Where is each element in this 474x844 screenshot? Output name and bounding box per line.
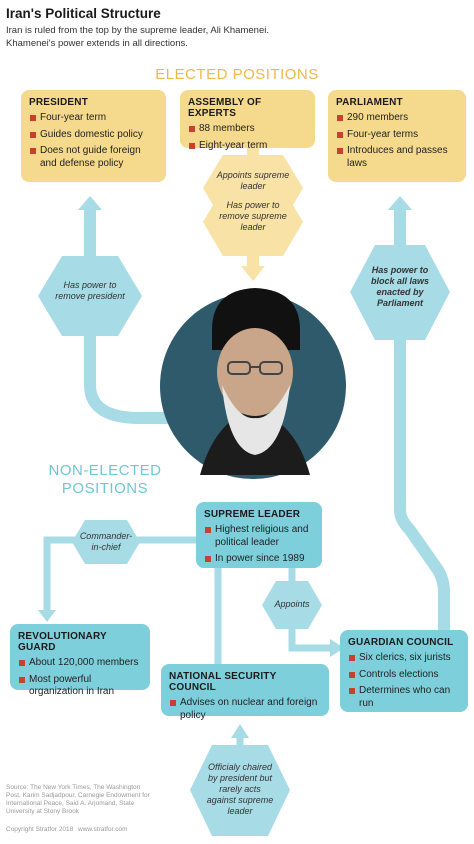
- president-item: Four-year term: [29, 112, 158, 125]
- chaired-label: Officialy chaired by president but rarely acts against supreme leader: [206, 762, 274, 816]
- guardian-council-title: GUARDIAN COUNCIL: [348, 637, 454, 648]
- guardian-council-item: Six clerics, six jurists: [348, 652, 460, 665]
- parliament-item: Four-year terms: [336, 129, 458, 142]
- security-council-box: [161, 664, 329, 721]
- revolutionary-guard-title: REVOLUTIONARY GUARD: [18, 631, 107, 653]
- assembly-item: Eight-year term: [188, 140, 307, 153]
- president-box: [21, 90, 166, 182]
- guardian-council-item: Controls elections: [348, 669, 460, 682]
- revolutionary-guard-box: [10, 624, 150, 697]
- source-text: Source: The New York Times, The Washington Post, Karim Sadjadpour, Carnegie Endowment for International Peace, Said A. Arjomand, State University at Stony Brook: [6, 784, 150, 815]
- non-elected-heading-line1: NON-ELECTED: [48, 462, 162, 479]
- president-item: Guides domestic policy: [29, 129, 158, 142]
- page-subtitle: Iran is ruled from the top by the supreme leader, Ali Khamenei. Khamenei's power extends in all directions.: [6, 25, 269, 49]
- appoints-leader-label: Appoints supreme leader: [216, 170, 290, 191]
- appoints-label: Appoints: [274, 599, 310, 609]
- site-text: www.stratfor.com: [78, 826, 128, 833]
- non-elected-heading-line2: POSITIONS: [61, 480, 149, 497]
- president-item: Does not guide foreign and defense policy: [29, 145, 158, 170]
- parliament-title: PARLIAMENT: [336, 97, 403, 108]
- supreme-leader-item: Highest religious and political leader: [204, 524, 314, 549]
- supreme-leader-item: In power since 1989: [204, 553, 314, 566]
- assembly-box: [180, 90, 315, 151]
- guardian-council-box: [340, 630, 468, 712]
- revolutionary-guard-item: About 120,000 members: [18, 657, 142, 670]
- copyright-text: Copyright Stratfor 2018: [6, 826, 74, 833]
- parliament-item: Introduces and passes laws: [336, 145, 458, 170]
- parliament-box: [328, 90, 466, 182]
- revolutionary-guard-item: Most powerful organization in Iran: [18, 674, 142, 699]
- block-laws-label: Has power to block all laws enacted by Parliament: [370, 265, 430, 308]
- supreme-leader-box: [196, 502, 322, 568]
- remove-leader-label: Has power to remove supreme leader: [219, 200, 287, 232]
- non-elected-heading: [40, 462, 170, 498]
- assembly-item: 88 members: [188, 123, 307, 136]
- elected-heading: ELECTED POSITIONS: [155, 66, 319, 83]
- page-title: Iran's Political Structure: [6, 6, 161, 21]
- security-council-item: Advises on nuclear and foreign policy: [169, 697, 321, 722]
- supreme-leader-title: SUPREME LEADER: [204, 509, 301, 520]
- security-council-title: NATIONAL SECURITY COUNCIL: [169, 671, 277, 693]
- commander-label: Commander-in-chief: [79, 531, 133, 552]
- parliament-item: 290 members: [336, 112, 458, 125]
- president-title: PRESIDENT: [29, 97, 89, 108]
- remove-president-label: Has power to remove president: [55, 280, 125, 301]
- guardian-council-item: Determines who can run: [348, 685, 460, 710]
- assembly-title: ASSEMBLY OF EXPERTS: [188, 97, 262, 119]
